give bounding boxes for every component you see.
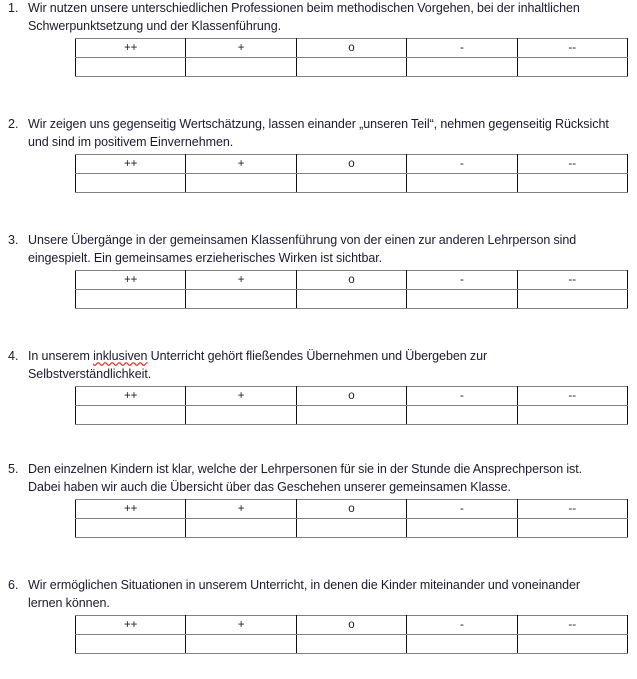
rating-header-cell-minusminus: -- xyxy=(517,500,627,519)
item-text-6 xyxy=(28,577,612,612)
rating-answer-cell-minus[interactable] xyxy=(407,174,517,193)
rating-answer-cell-plus[interactable] xyxy=(186,635,296,654)
rating-header-cell-minusminus: -- xyxy=(517,616,627,635)
rating-table-6 xyxy=(75,615,628,654)
rating-answer-cell-plus[interactable] xyxy=(186,406,296,425)
rating-header-cell-plusplus: ++ xyxy=(76,616,186,635)
rating-header-row-6 xyxy=(76,616,628,635)
question-item-3 xyxy=(0,232,637,267)
rating-answer-cell-plusplus[interactable] xyxy=(76,290,186,309)
block-spacer-2 xyxy=(0,193,637,232)
question-item-4 xyxy=(0,348,637,383)
block-spacer-4 xyxy=(0,425,637,461)
rating-header-cell-plus: + xyxy=(186,500,296,519)
rating-answer-row-4 xyxy=(76,406,628,425)
rating-answer-cell-plusplus[interactable] xyxy=(76,174,186,193)
rating-header-cell-minus: - xyxy=(407,39,517,58)
rating-answer-cell-minusminus[interactable] xyxy=(517,174,627,193)
item-text-4 xyxy=(28,348,612,383)
rating-answer-cell-neutral[interactable] xyxy=(296,290,406,309)
item-number-6: 6. xyxy=(8,578,19,592)
rating-header-cell-plusplus: ++ xyxy=(76,271,186,290)
rating-answer-row-5 xyxy=(76,519,628,538)
rating-answer-cell-minus[interactable] xyxy=(407,406,517,425)
rating-header-cell-plus: + xyxy=(186,616,296,635)
item-number-1: 1. xyxy=(8,1,19,15)
item-number-2: 2. xyxy=(8,117,19,131)
item-text-1-part-before: Wir nutzen unsere unterschiedlichen Professionen beim methodischen Vorgehen, bei der inhaltlichen Schwerpunktsetzung und der Klassenführung. xyxy=(28,1,580,33)
rating-header-cell-minus: - xyxy=(407,500,517,519)
question-item-5 xyxy=(0,461,637,496)
rating-header-cell-plus: + xyxy=(186,387,296,406)
rating-header-cell-neutral: o xyxy=(296,39,406,58)
item-number-4: 4. xyxy=(8,349,19,363)
rating-header-row-2 xyxy=(76,155,628,174)
rating-header-cell-minusminus: -- xyxy=(517,271,627,290)
rating-header-cell-minus: - xyxy=(407,387,517,406)
rating-header-row-5 xyxy=(76,500,628,519)
rating-header-cell-neutral: o xyxy=(296,500,406,519)
rating-header-cell-neutral: o xyxy=(296,155,406,174)
rating-answer-cell-minus[interactable] xyxy=(407,58,517,77)
rating-header-cell-plus: + xyxy=(186,39,296,58)
rating-header-row-3 xyxy=(76,271,628,290)
rating-answer-cell-minusminus[interactable] xyxy=(517,635,627,654)
rating-header-cell-minus: - xyxy=(407,155,517,174)
rating-answer-cell-plus[interactable] xyxy=(186,174,296,193)
rating-header-cell-plusplus: ++ xyxy=(76,500,186,519)
rating-header-cell-minus: - xyxy=(407,616,517,635)
item-text-1 xyxy=(28,0,612,35)
question-block-1 xyxy=(0,0,637,77)
question-block-2 xyxy=(0,116,637,193)
rating-answer-cell-plusplus[interactable] xyxy=(76,58,186,77)
rating-header-cell-minus: - xyxy=(407,271,517,290)
rating-answer-cell-minusminus[interactable] xyxy=(517,290,627,309)
rating-answer-row-2 xyxy=(76,174,628,193)
rating-answer-cell-neutral[interactable] xyxy=(296,58,406,77)
rating-answer-cell-minus[interactable] xyxy=(407,635,517,654)
item-text-5-part-before: Den einzelnen Kindern ist klar, welche der Lehrpersonen für sie in der Stunde die Ansprechperson ist. Dabei haben wir auch die Übersicht über das Geschehen unserer gemeinsamen Klasse. xyxy=(28,462,583,494)
rating-answer-cell-neutral[interactable] xyxy=(296,635,406,654)
rating-header-cell-plusplus: ++ xyxy=(76,39,186,58)
question-block-6 xyxy=(0,577,637,654)
rating-header-cell-plus: + xyxy=(186,271,296,290)
item-number-3: 3. xyxy=(8,233,19,247)
rating-header-cell-neutral: o xyxy=(296,387,406,406)
item-text-2 xyxy=(28,116,612,151)
rating-table-5 xyxy=(75,499,628,538)
item-text-6-part-before: Wir ermöglichen Situationen in unserem Unterricht, in denen die Kinder miteinander und voneinander lernen können. xyxy=(28,578,581,610)
rating-header-cell-neutral: o xyxy=(296,616,406,635)
question-block-4 xyxy=(0,348,637,425)
rating-header-row-4 xyxy=(76,387,628,406)
item-number-5: 5. xyxy=(8,462,19,476)
item-text-3-part-before: Unsere Übergänge in der gemeinsamen Klassenführung von der einen zur anderen Lehrperson sind eingespielt. Ein gemeinsames erzieherisches Wirken ist sichtbar. xyxy=(28,233,577,265)
rating-answer-cell-minus[interactable] xyxy=(407,290,517,309)
rating-table-3 xyxy=(75,270,628,309)
block-spacer-3 xyxy=(0,309,637,348)
item-text-5 xyxy=(28,461,612,496)
rating-table-4 xyxy=(75,386,628,425)
rating-header-cell-minusminus: -- xyxy=(517,155,627,174)
rating-answer-cell-neutral[interactable] xyxy=(296,174,406,193)
rating-header-row-1 xyxy=(76,39,628,58)
rating-answer-cell-plusplus[interactable] xyxy=(76,519,186,538)
rating-header-cell-plusplus: ++ xyxy=(76,155,186,174)
item-text-4-part-before: In unserem xyxy=(28,349,94,363)
rating-header-cell-plusplus: ++ xyxy=(76,387,186,406)
item-text-3 xyxy=(28,232,612,267)
rating-answer-cell-neutral[interactable] xyxy=(296,519,406,538)
question-block-5 xyxy=(0,461,637,538)
item-text-4-part-after: Unterricht gehört fließendes Übernehmen und Übergeben zur Selbstverständlichkeit. xyxy=(28,349,488,381)
item-text-2-part-before: Wir zeigen uns gegenseitig Wertschätzung, lassen einander „unseren Teil“, nehmen gegenseitig Rücksicht und sind im positivem Einvernehmen. xyxy=(28,117,609,149)
rating-answer-cell-neutral[interactable] xyxy=(296,406,406,425)
rating-answer-cell-minusminus[interactable] xyxy=(517,519,627,538)
rating-header-cell-minusminus: -- xyxy=(517,39,627,58)
block-spacer-5 xyxy=(0,538,637,577)
question-item-2 xyxy=(0,116,637,151)
rating-answer-cell-minusminus[interactable] xyxy=(517,406,627,425)
rating-answer-row-1 xyxy=(76,58,628,77)
rating-answer-cell-plus[interactable] xyxy=(186,58,296,77)
rating-answer-row-6 xyxy=(76,635,628,654)
question-item-1 xyxy=(0,0,637,35)
rating-table-2 xyxy=(75,154,628,193)
rating-table-1 xyxy=(75,38,628,77)
question-block-3 xyxy=(0,232,637,309)
rating-answer-cell-plusplus[interactable] xyxy=(76,406,186,425)
rating-answer-cell-minus[interactable] xyxy=(407,519,517,538)
rating-header-cell-minusminus: -- xyxy=(517,387,627,406)
rating-answer-cell-plusplus[interactable] xyxy=(76,635,186,654)
block-spacer-1 xyxy=(0,77,637,116)
rating-answer-cell-minusminus[interactable] xyxy=(517,58,627,77)
rating-header-cell-plus: + xyxy=(186,155,296,174)
rating-header-cell-neutral: o xyxy=(296,271,406,290)
rating-answer-row-3 xyxy=(76,290,628,309)
rating-answer-cell-plus[interactable] xyxy=(186,290,296,309)
rating-answer-cell-plus[interactable] xyxy=(186,519,296,538)
item-text-4-misspelled: inklusiven xyxy=(93,349,148,363)
question-item-6 xyxy=(0,577,637,612)
